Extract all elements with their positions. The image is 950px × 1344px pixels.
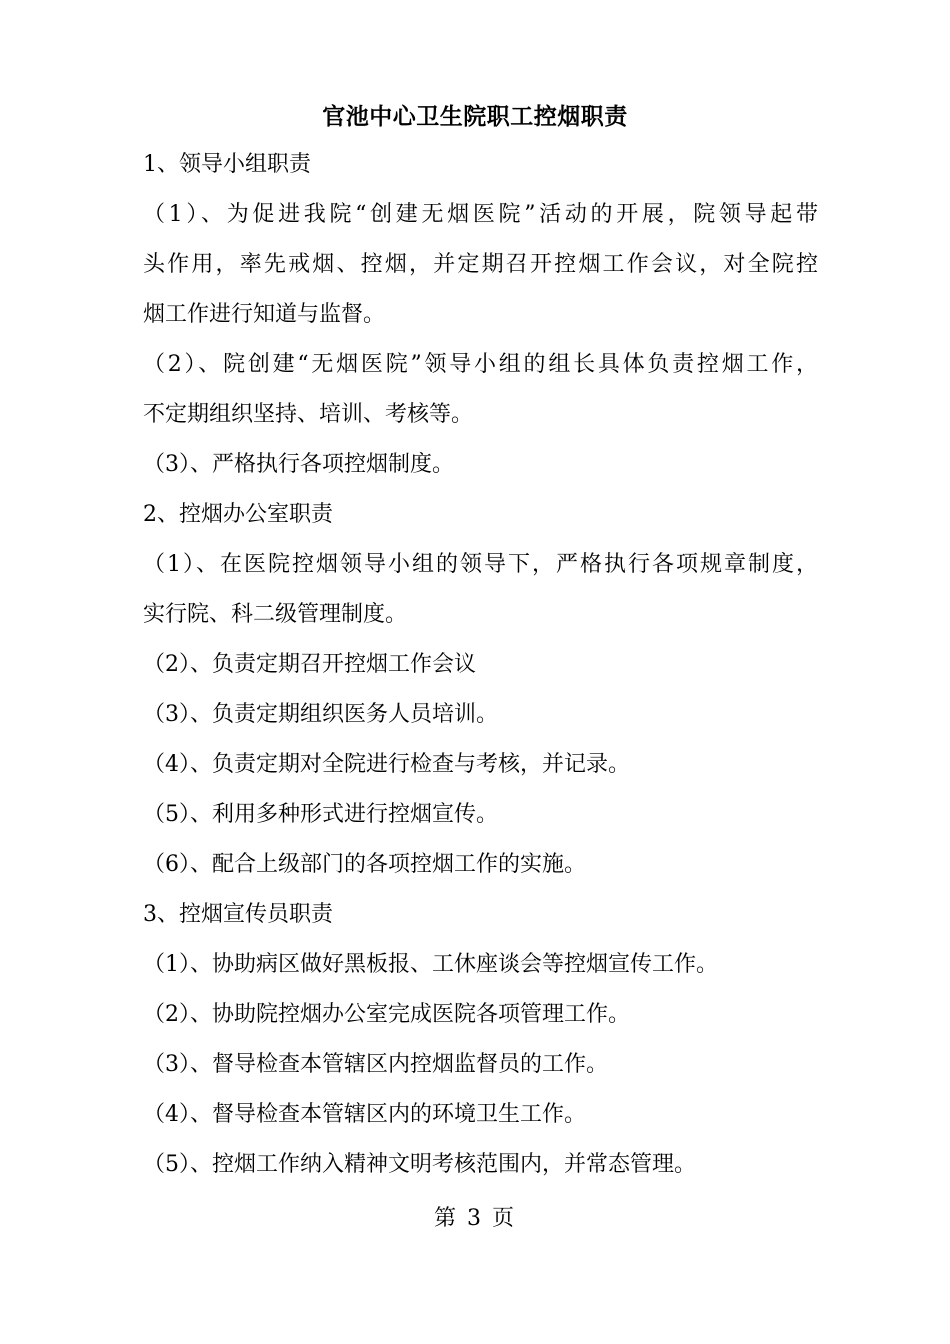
paragraph-line: （4）、负责定期对全院进行检查与考核，并记录。 <box>143 752 630 777</box>
section-heading-1: 1、领导小组职责 <box>143 152 311 177</box>
paragraph-line: （5）、控烟工作纳入精神文明考核范围内，并常态管理。 <box>143 1152 696 1177</box>
section-heading-2: 2、控烟办公室职责 <box>143 502 333 527</box>
section-heading-3: 3、控烟宣传员职责 <box>143 902 333 927</box>
document-title: 官池中心卫生院职工控烟职责 <box>322 103 628 130</box>
page-number: 第 3 页 <box>434 1206 516 1231</box>
paragraph-line: （5）、利用多种形式进行控烟宣传。 <box>143 802 498 827</box>
paragraph-line: （1）、为促进我院“创建无烟医院”活动的开展，院领导起带 <box>143 202 818 227</box>
paragraph-line: （3）、督导检查本管辖区内控烟监督员的工作。 <box>143 1052 608 1077</box>
paragraph-line: 不定期组织坚持、培训、考核等。 <box>143 402 474 427</box>
paragraph-line: 烟工作进行知道与监督。 <box>143 302 386 327</box>
paragraph-line: （3）、严格执行各项控烟制度。 <box>143 452 454 477</box>
paragraph-line: （2）、院创建“无烟医院”领导小组的组长具体负责控烟工作， <box>143 352 818 377</box>
paragraph-line: （4）、督导检查本管辖区内的环境卫生工作。 <box>143 1102 586 1127</box>
paragraph-line: 头作用，率先戒烟、控烟，并定期召开控烟工作会议，对全院控 <box>143 252 818 277</box>
paragraph-line: （1）、协助病区做好黑板报、工休座谈会等控烟宣传工作。 <box>143 952 718 977</box>
paragraph-line: （1）、在医院控烟领导小组的领导下，严格执行各项规章制度， <box>143 552 818 577</box>
paragraph-line: （6）、配合上级部门的各项控烟工作的实施。 <box>143 852 586 877</box>
paragraph-line: （3）、负责定期组织医务人员培训。 <box>143 702 498 727</box>
paragraph-line: （2）、协助院控烟办公室完成医院各项管理工作。 <box>143 1002 630 1027</box>
paragraph-line: 实行院、科二级管理制度。 <box>143 602 408 627</box>
paragraph-line: （2）、负责定期召开控烟工作会议 <box>143 652 476 677</box>
document-body <box>143 140 818 1190</box>
